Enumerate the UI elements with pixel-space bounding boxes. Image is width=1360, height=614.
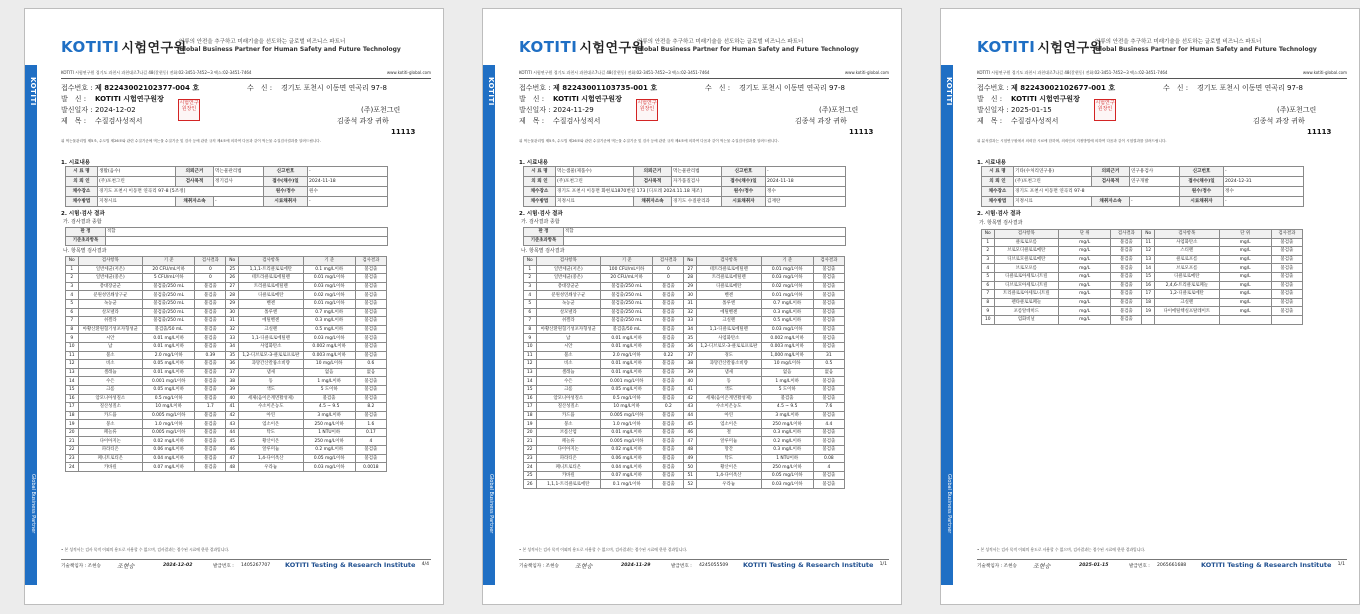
table-row: 5 녹농균 불검출/250 mL 불검출 29 벤젠 0.01 mg/L이하 불검출 <box>66 299 387 308</box>
judgment-table: 판 정 적합 기준초과항목 <box>523 227 846 246</box>
footnote: • 본 성적서는 검사 목적 이외의 용도로 사용할 수 없으며, 검사결과는 접수된 시료에 한한 결과입니다. <box>61 547 230 552</box>
signature: 조현승 <box>117 563 135 570</box>
table-row: 16 암모니아성질소 0.5 mg/L이하 불검출 40 세제(음이온계면활성제) 불검출 불검출 <box>66 394 387 403</box>
table-row: 1 클로로포름 mg/L 불검출 11 사염화탄소 mg/L 불검출 <box>982 238 1303 247</box>
section2-title: 2. 시험·검사 결과 <box>519 211 563 217</box>
kotiti-logo: KOTITI 시험연구원 <box>977 38 1103 56</box>
official-seal: 시험연구원장인 <box>1094 99 1116 121</box>
address-line: KOTITI 시험연구원 경기도 과천시 과천대로7나길 48(갈현동) 전화:02-3451-7452~3 팩스:02-3451-7464 www.kotiti-global.com <box>61 70 431 79</box>
subject: 수질검사성적서 <box>95 117 143 125</box>
sample-info-table: 시 료 명 기타(수처리연구용) 의뢰근거 연구용검사 신고번호 - 의 뢰 인 (주)포천그린 검사목적 연구개발 접수(채수)일 2024-12-31 채수장소 경기도 포천시 이동면 연곡리 97-8 원수/정수 정수 채수방법 지정시료 채취자소속 - 시료채취자 - <box>981 166 1304 207</box>
sample-name: 먹는샘물(제품수) <box>556 167 634 177</box>
signature: 조현승 <box>575 563 593 570</box>
meta-block: 접수번호 : 제 82243001103735-001 호 수 신 : 경기도 포천시 이동면 연곡리 97-8 발 신 : KOTITI 시험연구원장 발신일자 : 2024-11-29 (주)포천그린 제 목 : 수질검사성적서 김종석 과장 귀하 11113 <box>519 84 874 136</box>
table-row: 1 일반세균(저온) 20 CFU/mL이하 0 25 1,1,1-트리클로로에탄 0.1 mg/L이하 불검출 <box>66 265 387 274</box>
side-tagline: Global Business Partner <box>30 474 36 534</box>
table-row: 9 시안 0.01 mg/L이하 불검출 33 1,1-디클로로에틸렌 0.03 mg/L이하 불검출 <box>66 334 387 343</box>
address-line: KOTITI 시험연구원 경기도 과천시 과천대로7나길 48(갈현동) 전화:02-3451-7452~3 팩스:02-3451-7464 www.kotiti-global.com <box>519 70 889 79</box>
table-row: 9 포름알데히드 mg/L 불검출 19 다이에틸헥실프탈레이트 mg/L 불검출 <box>982 307 1303 316</box>
receipt-no: 제 82243001103735-001 호 <box>553 84 658 92</box>
items-subtitle: 가. 항목별 검사결과 <box>979 220 1023 226</box>
table-row: 11 불소 2.0 mg/L이하 0.39 35 1,2-디브로모-3-클로로프로판 0.003 mg/L이하 불검출 <box>66 351 387 360</box>
table-row: 22 다이아지논 0.02 mg/L이하 불검출 48 망간 0.3 mg/L이하 불검출 <box>524 446 845 455</box>
table-row: 17 질산성질소 10 mg/L이하 1.7 41 수소이온농도 4.5 ~ 9.5 8.2 <box>66 403 387 412</box>
results-table: No 검사항목 기 준 검사결과 No 검사항목 기 준 검사결과 1 일반세균(저온) 100 CFU/mL이하 0 27 테트라클로로에틸렌 0.01 mg/L이하 불검출 2 일반세균(중온) 20 CFU/mL이하 0 28 트리클로로에틸렌 0.03 mg/L이하 불검출 3 총대장균군 불검출/250 mL 불검출 29 디클로로메탄 0.02 mg/L이하 불검출 4 분원성연쇄상구균 불검출/250 mL 불검출 30 벤젠 0.01 mg/L이하 불검출 5 녹농균 불검출/250 mL 불검출 31 톨루엔 0.7 mg/L이하 불검출 6 살모넬라 불검출/250 mL 불검출 32 에틸벤젠 0.3 mg/L이하 불검출 7 쉬겔라 불검출/250 mL 불검출 33 크실렌 0.5 mg/L이하 불검출 8 아황산환원혐기성포자형성균 불검출/50 mL 불검출 34 1,1-디클로로에틸렌 0.03 mg/L이하 불검출 9 납 0.01 mg/L이하 불검출 35 사염화탄소 0.002 mg/L이하 불검출 10 시안 0.01 mg/L이하 불검출 36 1,2-디브로모-3-클로로프로판 0.003 mg/L이하 불검출 11 불소 2.0 mg/L이하 0.22 37 경도 1,000 mg/L이하 31 12 비소 0.01 mg/L이하 불검출 38 과망간산칼륨소비량 10 mg/L이하 0.5 13 셀레늄 0.01 mg/L이하 불검출 39 냄새 없음 없음 14 수은 0.001 mg/L이하 불검출 40 동 1 mg/L이하 불검출 15 크롬 0.05 mg/L이하 불검출 41 색도 5 도이하 불검출 16 암모니아성질소 0.5 mg/L이하 불검출 42 세제(음이온계면활성제) 불검출 불검출 17 질산성질소 10 mg/L이하 0.2 43 수소이온농도 4.5 ~ 9.5 7.6 18 카드뮴 0.005 mg/L이하 불검출 44 아연 3 mg/L이하 불검출 19 붕소 1.0 mg/L이하 불검출 45 염소이온 250 mg/L이하 4.4 20 브롬산염 0.01 mg/L이하 불검출 46 철 0.3 mg/L이하 불검출 21 페놀류 0.005 mg/L이하 불검출 47 알루미늄 0.2 mg/L이하 불검출 22 다이아지논 0.02 mg/L이하 불검출 48 망간 0.3 mg/L이하 불검출 23 파라티온 0.06 mg/L이하 불검출 49 탁도 1 NTU이하 0.08 24 페니트로티온 0.04 mg/L이하 불검출 50 황산이온 250 mg/L이하 4 25 카바릴 0.07 mg/L이하 불검출 51 1,4-다이옥산 0.05 mg/L이하 불검출 26 1,1,1-트리클로로에탄 0.1 mg/L이하 불검출 52 우라늄 0.03 mg/L이하 불검출 <box>523 256 845 489</box>
table-row: 20 브롬산염 0.01 mg/L이하 불검출 46 철 0.3 mg/L이하 불검출 <box>524 428 845 437</box>
table-row: 24 페니트로티온 0.04 mg/L이하 불검출 50 황산이온 250 mg/L이하 4 <box>524 463 845 472</box>
page-number: 1/1 <box>879 562 887 567</box>
items-subtitle: 나. 항목별 검사결과 <box>521 248 565 254</box>
table-row: 3 총대장균군 불검출/250 mL 불검출 29 디클로로메탄 0.02 mg/L이하 불검출 <box>524 282 845 291</box>
table-row: 4 분원성연쇄상구균 불검출/250 mL 불검출 28 디클로로메탄 0.02 mg/L이하 불검출 <box>66 291 387 300</box>
signature: 조현승 <box>1033 563 1051 570</box>
code: 11113 <box>1307 128 1332 136</box>
table-row: 5 녹농균 불검출/250 mL 불검출 31 톨루엔 0.7 mg/L이하 불검출 <box>524 299 845 308</box>
issue-no: 1405267707 <box>241 563 271 568</box>
judgment-value: 적합 <box>564 228 846 237</box>
table-row: 7 쉬겔라 불검출/250 mL 불검출 33 크실렌 0.5 mg/L이하 불검출 <box>524 317 845 326</box>
table-row: 10 염화비닐 mg/L 불검출 <box>982 315 1303 324</box>
issue-date: 2024-12-02 <box>95 106 136 114</box>
code: 11113 <box>849 128 874 136</box>
table-row: 25 카바릴 0.07 mg/L이하 불검출 51 1,4-다이옥산 0.05 mg/L이하 불검출 <box>524 471 845 480</box>
issue-date: 2025-01-15 <box>1011 106 1052 114</box>
table-row: 6 디브로모아세토니트릴 mg/L 불검출 16 2,4,6-트리클로로페놀 mg/L 불검출 <box>982 281 1303 290</box>
recipient: 경기도 포천시 이동면 연곡리 97-8 <box>739 84 845 92</box>
attn: 김종석 과장 귀하 <box>337 117 389 125</box>
table-row: 13 셀레늄 0.01 mg/L이하 불검출 39 냄새 없음 없음 <box>524 368 845 377</box>
official-seal: 시험연구원장인 <box>636 99 658 121</box>
meta-block: 접수번호 : 제 82243002102677-001 호 수 신 : 경기도 포천시 이동면 연곡리 97-8 발 신 : KOTITI 시험연구원장 발신일자 : 2025-01-15 (주)포천그린 제 목 : 수질검사성적서 김종석 과장 귀하 11113 <box>977 84 1332 136</box>
table-row: 5 디클로로아세토니트릴 mg/L 불검출 15 디클로로메탄 mg/L 불검출 <box>982 272 1303 281</box>
recipient: 경기도 포천시 이동면 연곡리 97-8 <box>1197 84 1303 92</box>
table-row: 6 살모넬라 불검출/250 mL 불검출 32 에틸벤젠 0.3 mg/L이하 불검출 <box>524 308 845 317</box>
report-page-2 <box>482 8 902 605</box>
institute-name: KOTITI Testing & Research Institute <box>1201 561 1332 569</box>
kotiti-logo: KOTITI 시험연구원 <box>519 38 645 56</box>
section1-title: 1. 시료내용 <box>61 160 91 166</box>
table-row: 19 붕소 1.0 mg/L이하 불검출 43 염소이온 250 mg/L이하 1.6 <box>66 420 387 429</box>
subject: 수질검사성적서 <box>553 117 601 125</box>
attn: 김종석 과장 귀하 <box>1253 117 1305 125</box>
page-number: 4/4 <box>421 562 429 567</box>
table-row: 8 펜타클로로페놀 mg/L 불검출 18 크실렌 mg/L 불검출 <box>982 298 1303 307</box>
footer-date: 2024-11-29 <box>621 563 651 568</box>
table-row: 15 크롬 0.05 mg/L이하 불검출 39 색도 5 도이하 불검출 <box>66 385 387 394</box>
report-page-1 <box>24 8 444 605</box>
table-row: 11 불소 2.0 mg/L이하 0.22 37 경도 1,000 mg/L이하 31 <box>524 351 845 360</box>
sender: KOTITI 시험연구원장 <box>553 95 622 103</box>
sender: KOTITI 시험연구원장 <box>1011 95 1080 103</box>
table-row: 6 살모넬라 불검출/250 mL 불검출 30 톨루엔 0.7 mg/L이하 불검출 <box>66 308 387 317</box>
results-table: No 검사항목 단 위 검사결과 No 검사항목 단 위 검사결과 1 클로로포름 mg/L 불검출 11 사염화탄소 mg/L 불검출 2 브로모디클로로메탄 mg/L 불검출 12 스티렌 mg/L 불검출 3 디브로모클로로메탄 mg/L 불검출 13 클로로포름 mg/L 불검출 4 브로모포름 mg/L 불검출 14 브로모포름 mg/L 불검출 5 디클로로아세토니트릴 mg/L 불검출 15 디클로로메탄 mg/L 불검출 6 디브로모아세토니트릴 mg/L 불검출 16 2,4,6-트리클로로페놀 mg/L 불검출 7 트리클로로아세토니트릴 mg/L 불검출 17 1,2-디클로로에탄 mg/L 불검출 8 펜타클로로페놀 mg/L 불검출 18 크실렌 mg/L 불검출 9 포름알데히드 mg/L 불검출 19 다이에틸헥실프탈레이트 mg/L 불검출 10 염화비닐 mg/L 불검출 <box>981 229 1303 325</box>
slogan: 인류의 안전을 추구하고 미래기술을 선도하는 글로벌 비즈니스 파트너 Global Business Partner for Human Safety and Future Technology <box>637 39 859 53</box>
footer: 기술책임자 : 조현승 조현승 2024-11-29 발급번호 : 4245055509 KOTITI Testing & Research Institute 1/1 <box>519 561 887 570</box>
section2-title: 2. 시험·검사 결과 <box>61 211 105 217</box>
footer-date: 2025-01-15 <box>1079 563 1109 568</box>
code: 11113 <box>391 128 416 136</box>
table-row: 1 일반세균(저온) 100 CFU/mL이하 0 27 테트라클로로에틸렌 0.01 mg/L이하 불검출 <box>524 265 845 274</box>
institute-name: KOTITI Testing & Research Institute <box>743 561 874 569</box>
official-seal: 시험연구원장인 <box>178 99 200 121</box>
table-row: 10 납 0.01 mg/L이하 불검출 34 사염화탄소 0.002 mg/L이하 불검출 <box>66 342 387 351</box>
table-row: 12 비소 0.01 mg/L이하 불검출 38 과망간산칼륨소비량 10 mg/L이하 0.5 <box>524 360 845 369</box>
issue-no: 4245055509 <box>699 563 729 568</box>
sample-name: 생활(음수) <box>98 167 176 177</box>
side-logo: KOTITI <box>29 76 37 106</box>
table-row: 23 파라티온 0.06 mg/L이하 불검출 49 탁도 1 NTU이하 0.08 <box>524 454 845 463</box>
table-row: 13 셀레늄 0.01 mg/L이하 불검출 37 냄새 없음 없음 <box>66 368 387 377</box>
section1-title: 1. 시료내용 <box>977 160 1007 166</box>
slogan: 인류의 안전을 추구하고 미래기술을 선도하는 글로벌 비즈니스 파트너 Global Business Partner for Human Safety and Future Technology <box>179 39 401 53</box>
table-row: 7 트리클로로아세토니트릴 mg/L 불검출 17 1,2-디클로로에탄 mg/L 불검출 <box>982 290 1303 299</box>
table-row: 10 시안 0.01 mg/L이하 불검출 36 1,2-디브로모-3-클로로프로판 0.003 mg/L이하 불검출 <box>524 342 845 351</box>
attn: 김종석 과장 귀하 <box>795 117 847 125</box>
table-row: 8 아황산환원혐기성포자형성균 불검출/50 mL 불검출 32 크실렌 0.5 mg/L이하 불검출 <box>66 325 387 334</box>
page-number: 1/1 <box>1337 562 1345 567</box>
legal-note: 위 먹는물관리법 제5조, 수도법 제26조와 관련 수질기준에 먹는물 수질기준 및 검사 등에 관한 규칙 제4조에 의하여 다음과 같이 먹는물 수질검사결과를 알려드립니다. <box>61 139 321 143</box>
table-row: 23 페니트로티온 0.04 mg/L이하 불검출 47 1,4-다이옥산 0.05 mg/L이하 불검출 <box>66 454 387 463</box>
side-logo: KOTITI <box>487 76 495 106</box>
issue-date: 2024-11-29 <box>553 106 594 114</box>
sample-name: 기타(수처리연구용) <box>1014 167 1092 177</box>
table-row: 24 카바릴 0.07 mg/L이하 불검출 48 우라늄 0.03 mg/L이하 0.0018 <box>66 463 387 472</box>
table-row: 2 일반세균(중온) 20 CFU/mL이하 0 28 트리클로로에틸렌 0.03 mg/L이하 불검출 <box>524 274 845 283</box>
sample-info-table: 시 료 명 먹는샘물(제품수) 의뢰근거 먹는물관리법 신고번호 - 의 뢰 인 (주)포천그린 검사목적 자가품질검사 접수(채수)일 2024-11-18 채수장소 경기도 포천시 이동면 화현로1870번길 173 [디포레 2024.11.18 제조] 원수/정수 정수 채수방법 지정시료 채취자소속 경기도 수질관리과 시료채취자 김재란 <box>523 166 846 207</box>
subject: 수질검사성적서 <box>1011 117 1059 125</box>
table-row: 4 브로모포름 mg/L 불검출 14 브로모포름 mg/L 불검출 <box>982 264 1303 273</box>
company: (주)포천그린 <box>819 106 859 114</box>
summary-subtitle: 가. 검사결과 종합 <box>521 219 560 225</box>
items-subtitle: 나. 항목별 검사결과 <box>63 248 107 254</box>
table-row: 21 다이아지논 0.02 mg/L이하 불검출 45 황산이온 250 mg/L이하 4 <box>66 437 387 446</box>
section2-title: 2. 시험·검사 결과 <box>977 211 1021 217</box>
table-row: 18 카드뮴 0.005 mg/L이하 불검출 44 아연 3 mg/L이하 불검출 <box>524 411 845 420</box>
summary-subtitle: 가. 검사결과 종합 <box>63 219 102 225</box>
table-row: 26 1,1,1-트리클로로에탄 0.1 mg/L이하 불검출 52 우라늄 0.03 mg/L이하 불검출 <box>524 480 845 489</box>
doc-header <box>519 37 891 63</box>
table-row: 14 수은 0.001 mg/L이하 불검출 38 동 1 mg/L이하 불검출 <box>66 377 387 386</box>
table-row: 22 파라티온 0.06 mg/L이하 불검출 46 알루미늄 0.2 mg/L이하 불검출 <box>66 446 387 455</box>
doc-header <box>61 37 433 63</box>
footnote: • 본 성적서는 검사 목적 이외의 용도로 사용할 수 없으며, 검사결과는 접수된 시료에 한한 결과입니다. <box>519 547 688 552</box>
receipt-no: 제 82243002102677-001 호 <box>1011 84 1116 92</box>
table-row: 15 크롬 0.05 mg/L이하 불검출 41 색도 5 도이하 불검출 <box>524 385 845 394</box>
receipt-no: 제 82243002102377-004 호 <box>95 84 200 92</box>
table-row: 2 브로모디클로로메탄 mg/L 불검출 12 스티렌 mg/L 불검출 <box>982 247 1303 256</box>
table-row: 7 쉬겔라 불검출/250 mL 불검출 31 에틸벤젠 0.3 mg/L이하 불검출 <box>66 317 387 326</box>
footer: 기술책임자 : 조현승 조현승 2024-12-02 발급번호 : 1405267707 KOTITI Testing & Research Institute 4/4 <box>61 561 429 570</box>
issue-no: 2065661688 <box>1157 563 1187 568</box>
table-row: 20 페놀류 0.005 mg/L이하 불검출 44 탁도 1 NTU이하 0.17 <box>66 428 387 437</box>
side-logo: KOTITI <box>945 76 953 106</box>
table-row: 9 납 0.01 mg/L이하 불검출 35 사염화탄소 0.002 mg/L이하 불검출 <box>524 334 845 343</box>
doc-header <box>977 37 1349 63</box>
kotiti-logo: KOTITI 시험연구원 <box>61 38 187 56</box>
side-tagline: Global Business Partner <box>488 474 494 534</box>
meta-block: 접수번호 : 제 82243002102377-004 호 수 신 : 경기도 포천시 이동면 연곡리 97-8 발 신 : KOTITI 시험연구원장 발신일자 : 2024-12-02 (주)포천그린 제 목 : 수질검사성적서 김종석 과장 귀하 11113 <box>61 84 416 136</box>
footnote: • 본 성적서는 검사 목적 이외의 용도로 사용할 수 없으며, 검사결과는 접수된 시료에 한한 결과입니다. <box>977 547 1146 552</box>
table-row: 14 수은 0.001 mg/L이하 불검출 40 동 1 mg/L이하 불검출 <box>524 377 845 386</box>
table-row: 8 아황산환원혐기성포자형성균 불검출/50 mL 불검출 34 1,1-디클로로에틸렌 0.03 mg/L이하 불검출 <box>524 325 845 334</box>
side-tagline: Global Business Partner <box>946 474 952 534</box>
table-row: 21 페놀류 0.005 mg/L이하 불검출 47 알루미늄 0.2 mg/L이하 불검출 <box>524 437 845 446</box>
table-row: 18 카드뮴 0.005 mg/L이하 불검출 42 아연 3 mg/L이하 불검출 <box>66 411 387 420</box>
judgment-value: 적합 <box>106 228 388 237</box>
results-table: No 검사항목 기 준 검사결과 No 검사항목 기 준 검사결과 1 일반세균(저온) 20 CFU/mL이하 0 25 1,1,1-트리클로로에탄 0.1 mg/L이하 불검출 2 일반세균(중온) 5 CFU/mL이하 0 26 테트라클로로에틸렌 0.01 mg/L이하 불검출 3 총대장균군 불검출/250 mL 불검출 27 트리클로로에틸렌 0.03 mg/L이하 불검출 4 분원성연쇄상구균 불검출/250 mL 불검출 28 디클로로메탄 0.02 mg/L이하 불검출 5 녹농균 불검출/250 mL 불검출 29 벤젠 0.01 mg/L이하 불검출 6 살모넬라 불검출/250 mL 불검출 30 톨루엔 0.7 mg/L이하 불검출 7 쉬겔라 불검출/250 mL 불검출 31 에틸벤젠 0.3 mg/L이하 불검출 8 아황산환원혐기성포자형성균 불검출/50 mL 불검출 32 크실렌 0.5 mg/L이하 불검출 9 시안 0.01 mg/L이하 불검출 33 1,1-디클로로에틸렌 0.03 mg/L이하 불검출 10 납 0.01 mg/L이하 불검출 34 사염화탄소 0.002 mg/L이하 불검출 11 불소 2.0 mg/L이하 0.39 35 1,2-디브로모-3-클로로프로판 0.003 mg/L이하 불검출 12 비소 0.05 mg/L이하 불검출 36 과망간산칼륨소비량 10 mg/L이하 0.6 13 셀레늄 0.01 mg/L이하 불검출 37 냄새 없음 없음 14 수은 0.001 mg/L이하 불검출 38 동 1 mg/L이하 불검출 15 크롬 0.05 mg/L이하 불검출 39 색도 5 도이하 불검출 16 암모니아성질소 0.5 mg/L이하 불검출 40 세제(음이온계면활성제) 불검출 불검출 17 질산성질소 10 mg/L이하 1.7 41 수소이온농도 4.5 ~ 9.5 8.2 18 카드뮴 0.005 mg/L이하 불검출 42 아연 3 mg/L이하 불검출 19 붕소 1.0 mg/L이하 불검출 43 염소이온 250 mg/L이하 1.6 20 페놀류 0.005 mg/L이하 불검출 44 탁도 1 NTU이하 0.17 21 다이아지논 0.02 mg/L이하 불검출 45 황산이온 250 mg/L이하 4 22 파라티온 0.06 mg/L이하 불검출 46 알루미늄 0.2 mg/L이하 불검출 23 페니트로티온 0.04 mg/L이하 불검출 47 1,4-다이옥산 0.05 mg/L이하 불검출 24 카바릴 0.07 mg/L이하 불검출 48 우라늄 0.03 mg/L이하 0.0018 <box>65 256 387 472</box>
table-row: 16 암모니아성질소 0.5 mg/L이하 불검출 42 세제(음이온계면활성제) 불검출 불검출 <box>524 394 845 403</box>
slogan: 인류의 안전을 추구하고 미래기술을 선도하는 글로벌 비즈니스 파트너 Global Business Partner for Human Safety and Future Technology <box>1095 39 1317 53</box>
table-row: 3 총대장균군 불검출/250 mL 불검출 27 트리클로로에틸렌 0.03 mg/L이하 불검출 <box>66 282 387 291</box>
sender: KOTITI 시험연구원장 <box>95 95 164 103</box>
footer: 기술책임자 : 조현승 조현승 2025-01-15 발급번호 : 2065661688 KOTITI Testing & Research Institute 1/1 <box>977 561 1345 570</box>
sample-info-table: 시 료 명 생활(음수) 의뢰근거 먹는물관리법 신고번호 - 의 뢰 인 (주)포천그린 검사목적 정기검사 접수(채수)일 2024-11-18 채수장소 경기도 포천시 이동면 연곡리 97-8 [5조정] 원수/정수 원수 채수방법 지정시료 채취자소속 - 시료채취자 - <box>65 166 388 207</box>
table-row: 17 질산성질소 10 mg/L이하 0.2 43 수소이온농도 4.5 ~ 9.5 7.6 <box>524 403 845 412</box>
legal-note: 위 먹는물관리법 제5조, 수도법 제26조와 관련 수질기준에 먹는물 수질기준 및 검사 등에 관한 규칙 제4조에 의하여 다음과 같이 먹는물 수질검사결과를 알려드립니다. <box>519 139 779 143</box>
section1-title: 1. 시료내용 <box>519 160 549 166</box>
footer-date: 2024-12-02 <box>163 563 193 568</box>
table-row: 2 일반세균(중온) 5 CFU/mL이하 0 26 테트라클로로에틸렌 0.01 mg/L이하 불검출 <box>66 274 387 283</box>
table-row: 4 분원성연쇄상구균 불검출/250 mL 불검출 30 벤젠 0.01 mg/L이하 불검출 <box>524 291 845 300</box>
judgment-table: 판 정 적합 기준초과항목 <box>65 227 388 246</box>
legal-note: 위 분석결과는 시험연구원에서 의뢰한 시료에 한하며, 의뢰인의 지정방법에 의하여 다음과 같이 시험결과를 알려드립니다. <box>977 139 1167 143</box>
institute-name: KOTITI Testing & Research Institute <box>285 561 416 569</box>
table-row: 19 붕소 1.0 mg/L이하 불검출 45 염소이온 250 mg/L이하 4.4 <box>524 420 845 429</box>
company: (주)포천그린 <box>361 106 401 114</box>
address-line: KOTITI 시험연구원 경기도 과천시 과천대로7나길 48(갈현동) 전화:02-3451-7452~3 팩스:02-3451-7464 www.kotiti-global.com <box>977 70 1347 79</box>
report-page-3 <box>940 8 1360 605</box>
recipient: 경기도 포천시 이동면 연곡리 97-8 <box>281 84 387 92</box>
company: (주)포천그린 <box>1277 106 1317 114</box>
table-row: 12 비소 0.05 mg/L이하 불검출 36 과망간산칼륨소비량 10 mg/L이하 0.6 <box>66 360 387 369</box>
table-row: 3 디브로모클로로메탄 mg/L 불검출 13 클로로포름 mg/L 불검출 <box>982 255 1303 264</box>
